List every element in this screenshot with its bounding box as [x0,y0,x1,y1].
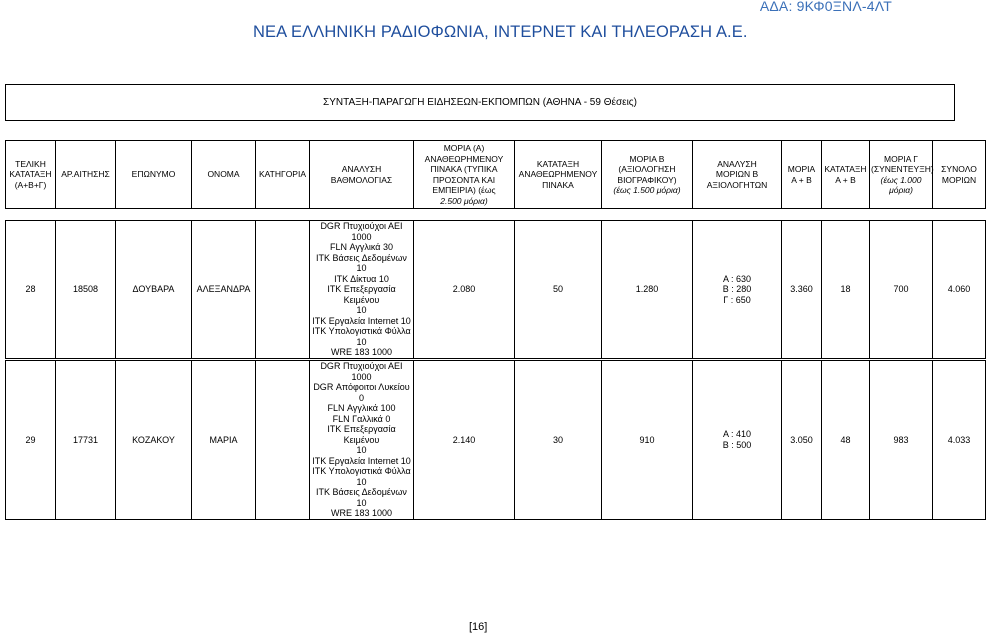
cell-line: ΑΝΑΘΕΩΡΗΜΕΝΟΥ [518,169,598,180]
cell-line: Α + Β [835,174,856,185]
table-row [5,360,986,520]
cell-line: ΜΟΡΙΑ Γ [884,153,918,164]
cell-line: ΜΟΡΙΑ (Α) [443,143,485,153]
cell-line: FLN Γαλλικά 0 [332,413,391,424]
cell-line: ΑΝΑΛΥΣΗ [717,158,757,169]
cell-rank-ab: 18 [822,221,870,359]
cell-line: ΠΙΝΑΚΑ [542,179,574,190]
cell-score-analysis [310,361,414,520]
cell-category [256,221,310,359]
cell-surname: ΚΟΖΑΚΟΥ [116,361,192,520]
cell-line: ΕΜΠΕΙΡΙΑ) (έως [432,185,496,195]
cell-line: ΑΞΙΟΛΟΓΗΤΩΝ [706,179,768,190]
cell-line: FLN Αγγλικά 100 [327,403,396,413]
header-name: ΟΝΟΜΑ [192,141,256,209]
cell-line: ΜΟΡΙΑ [787,164,816,174]
header-points-b [602,141,693,209]
header-points-ab [782,141,822,209]
cell-line: ΙΤΚ Επεξεργασία Κειμένου [327,424,396,445]
header-category: ΚΑΤΗΓΟΡΙΑ [256,141,310,209]
page-number: [16] [469,621,488,633]
cell-points-a: 2.140 [414,361,515,520]
cell-line: ΙΤΚ Δίκτυα 10 [334,273,389,284]
cell-application-number: 18508 [56,221,116,359]
cell-line: Α + Β [791,174,812,185]
table-caption: ΣΥΝΤΑΞΗ-ΠΑΡΑΓΩΓΗ ΕΙΔΗΣΕΩΝ-ΕΚΠΟΜΠΩΝ (ΑΘΗΝΑ - 59 Θέσεις) [5,84,955,121]
cell-rank-revised: 50 [515,221,602,359]
cell-final-rank: 28 [6,221,56,359]
cell-line: Γ : 650 [723,294,751,305]
cell-line: WRE 183 1000 [330,347,393,357]
cell-line: ΙΤΚ Βάσεις Δεδομένων 10 [316,487,407,508]
cell-points-b: 1.280 [602,221,693,359]
cell-line: (έως 1.000 [880,174,922,185]
cell-points-c: 983 [870,361,933,520]
cell-line: ΚΑΤΑΤΑΞΗ [536,158,580,169]
cell-line: ΠΡΟΣΟΝΤΑ ΚΑΙ [432,174,496,185]
cell-line: ΙΤΚ Επεξεργασία Κειμένου [327,284,396,305]
header-surname: ΕΠΩΝΥΜΟ [116,141,192,209]
header-final-rank [6,141,56,209]
cell-line: Β : 500 [722,439,752,450]
header-points-a [414,141,515,209]
cell-name: ΜΑΡΙΑ [192,361,256,520]
ada-code: ΑΔΑ: 9ΚΦ0ΞΝΛ-4ΛΤ [759,0,892,14]
header-application-number: ΑΡ.ΑΙΤΗΣΗΣ [56,141,116,209]
cell-application-number: 17731 [56,361,116,520]
cell-line: (Α+Β+Γ) [14,179,47,190]
header-rank-ab [822,141,870,209]
table-header [5,140,986,209]
cell-line: ΙΤΚ Εργαλεία Internet 10 [312,455,411,466]
cell-line: (έως 1.500 μόρια) [613,185,681,195]
cell-points-ab: 3.050 [782,361,822,520]
cell-line: μόρια) [889,185,913,195]
cell-line: WRE 183 1000 [330,508,393,518]
cell-analysis-b [693,221,782,359]
cell-line: Α : 410 [722,429,752,440]
cell-points-a: 2.080 [414,221,515,359]
cell-line: 10 [356,305,367,315]
organization-title: ΝΕΑ ΕΛΛΗΝΙΚΗ ΡΑΔΙΟΦΩΝΙΑ, ΙΝΤΕΡΝΕΤ ΚΑΙ ΤΗΛΕΟΡΑΣΗ Α.Ε. [253,23,748,41]
header-points-c [870,141,933,209]
cell-analysis-b [693,361,782,520]
cell-line: ΙΤΚ Υπολογιστικά Φύλλα 10 [312,326,411,347]
cell-name: ΑΛΕΞΑΝΔΡΑ [192,221,256,359]
header-score-analysis: ΑΝΑΛΥΣΗ ΒΑΘΜΟΛΟΓΙΑΣ [310,141,414,209]
cell-score-analysis [310,221,414,359]
cell-points-c: 700 [870,221,933,359]
cell-line: ΒΙΟΓΡΑΦΙΚΟΥ) [617,174,677,185]
cell-line: DGR Πτυχιούχοι ΑΕΙ 1000 [320,221,403,242]
cell-total: 4.060 [933,221,986,359]
cell-line: Β : 280 [722,284,752,294]
cell-line: 2.500 μόρια) [440,195,488,206]
cell-final-rank: 29 [6,361,56,520]
cell-points-b: 910 [602,361,693,520]
header-rank-revised [515,141,602,209]
cell-line: (ΑΞΙΟΛΟΓΗΣΗ [618,164,676,174]
cell-line: ΜΟΡΙΩΝ [941,174,977,185]
cell-line: (ΣΥΝΕΝΤΕΥΞΗ) [871,164,934,174]
cell-line: DGR Πτυχιούχοι ΑΕΙ 1000 [320,361,403,382]
cell-line: ΠΙΝΑΚΑ (ΤΥΠΙΚΑ [430,164,498,174]
cell-surname: ΔΟΥΒΑΡΑ [116,221,192,359]
cell-rank-ab: 48 [822,361,870,520]
cell-line: 10 [356,445,367,455]
header-analysis-b [693,141,782,209]
table-row [5,220,986,359]
cell-rank-revised: 30 [515,361,602,520]
cell-line: ΙΤΚ Βάσεις Δεδομένων 10 [316,252,407,273]
cell-line: DGR Απόφοιτοι Λυκείου 0 [313,382,410,403]
cell-line: ΤΕΛΙΚΗ [15,158,46,169]
cell-line: ΙΤΚ Εργαλεία Internet 10 [312,315,411,326]
cell-line: ΚΑΤΑΤΑΞΗ [9,169,52,180]
cell-category [256,361,310,520]
header-total [933,141,986,209]
cell-line: FLN Αγγλικά 30 [330,242,393,252]
cell-line: Α : 630 [722,273,752,284]
cell-total: 4.033 [933,361,986,520]
cell-points-ab: 3.360 [782,221,822,359]
cell-line: ΜΟΡΙΑ Β [629,153,665,164]
cell-line: ΙΤΚ Υπολογιστικά Φύλλα 10 [312,466,411,487]
cell-line: ΣΥΝΟΛΟ [941,164,977,174]
cell-line: ΑΝΑΘΕΩΡΗΜΕΝΟΥ [424,153,504,164]
cell-line: ΚΑΤΑΤΑΞΗ [824,164,867,174]
cell-line: ΜΟΡΙΩΝ Β [715,169,759,180]
